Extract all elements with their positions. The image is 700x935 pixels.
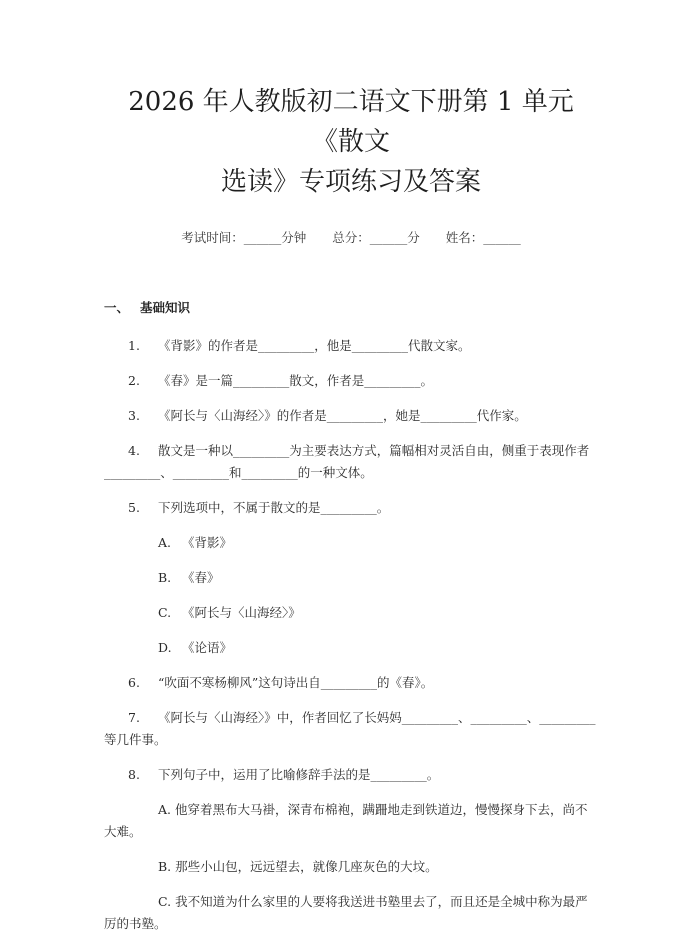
option-text: 《论语》 bbox=[182, 640, 233, 655]
question-text: 散文是一种以_________为主要表达方式，篇幅相对灵活自由，侧重于表现作者_________、_________和_________的一种文体。 bbox=[104, 443, 590, 480]
question-number: 3. bbox=[128, 408, 140, 423]
question-text: 《阿长与〈山海经〉》中，作者回忆了长妈妈_________、_________、_________等几件事。 bbox=[104, 710, 596, 747]
question-4 bbox=[104, 440, 598, 484]
question-text: 《阿长与〈山海经〉》的作者是_________，她是_________代作家。 bbox=[158, 408, 527, 423]
option-text: 《阿长与〈山海经〉》 bbox=[182, 605, 301, 620]
option-letter: D. bbox=[158, 640, 172, 655]
exam-name: 姓名：______ bbox=[445, 230, 521, 245]
title-line-1: 2026 年人教版初二语文下册第 1 单元《散文 bbox=[128, 87, 574, 157]
question-2 bbox=[104, 370, 598, 392]
option-text: 《春》 bbox=[182, 570, 220, 585]
q8-option-a: A. 他穿着黑布大马褂，深青布棉袍，蹒跚地走到铁道边，慢慢探身下去，尚不大难。 bbox=[104, 802, 588, 839]
question-number: 1. bbox=[128, 338, 140, 353]
question-number: 7. bbox=[128, 710, 140, 725]
question-number: 8. bbox=[128, 767, 140, 782]
q8-option-c: C. 我不知道为什么家里的人要将我送进书塾里去了，而且还是全城中称为最严厉的书塾。 bbox=[104, 894, 588, 931]
q5-option-d bbox=[104, 637, 598, 659]
section-heading bbox=[104, 298, 598, 316]
q5-option-b bbox=[104, 567, 598, 589]
question-text: “吹面不寒杨柳风”这句诗出自_________的《春》。 bbox=[158, 675, 434, 690]
question-number: 6. bbox=[128, 675, 140, 690]
question-1 bbox=[104, 335, 598, 357]
section-title: 基础知识 bbox=[140, 300, 191, 315]
q8-option-b: B. 那些小山包，远远望去，就像几座灰色的大坟。 bbox=[158, 859, 438, 874]
option-letter: C. bbox=[158, 605, 172, 620]
question-text: 《春》是一篇_________散文，作者是_________。 bbox=[158, 373, 434, 388]
section-number: 一、 bbox=[104, 300, 130, 315]
exam-score: 总分：______分 bbox=[332, 230, 420, 245]
question-7 bbox=[104, 707, 598, 751]
option-text: 《背影》 bbox=[182, 535, 233, 550]
question-8 bbox=[104, 764, 598, 786]
question-6 bbox=[104, 672, 598, 694]
question-text: 《背影》的作者是_________，他是_________代散文家。 bbox=[158, 338, 471, 353]
exam-info bbox=[104, 228, 598, 246]
question-number: 2. bbox=[128, 373, 140, 388]
q5-option-c bbox=[104, 602, 598, 624]
option-letter: B. bbox=[158, 570, 172, 585]
question-number: 4. bbox=[128, 443, 140, 458]
question-text: 下列选项中，不属于散文的是_________。 bbox=[158, 500, 390, 515]
exam-time: 考试时间：______分钟 bbox=[181, 230, 307, 245]
question-number: 5. bbox=[128, 500, 140, 515]
question-5 bbox=[104, 497, 598, 519]
question-3 bbox=[104, 405, 598, 427]
title-line-2: 选读》专项练习及答案 bbox=[220, 167, 481, 197]
question-text: 下列句子中，运用了比喻修辞手法的是_________。 bbox=[158, 767, 440, 782]
q5-option-a bbox=[104, 532, 598, 554]
option-letter: A. bbox=[158, 535, 172, 550]
document-title bbox=[104, 0, 598, 202]
